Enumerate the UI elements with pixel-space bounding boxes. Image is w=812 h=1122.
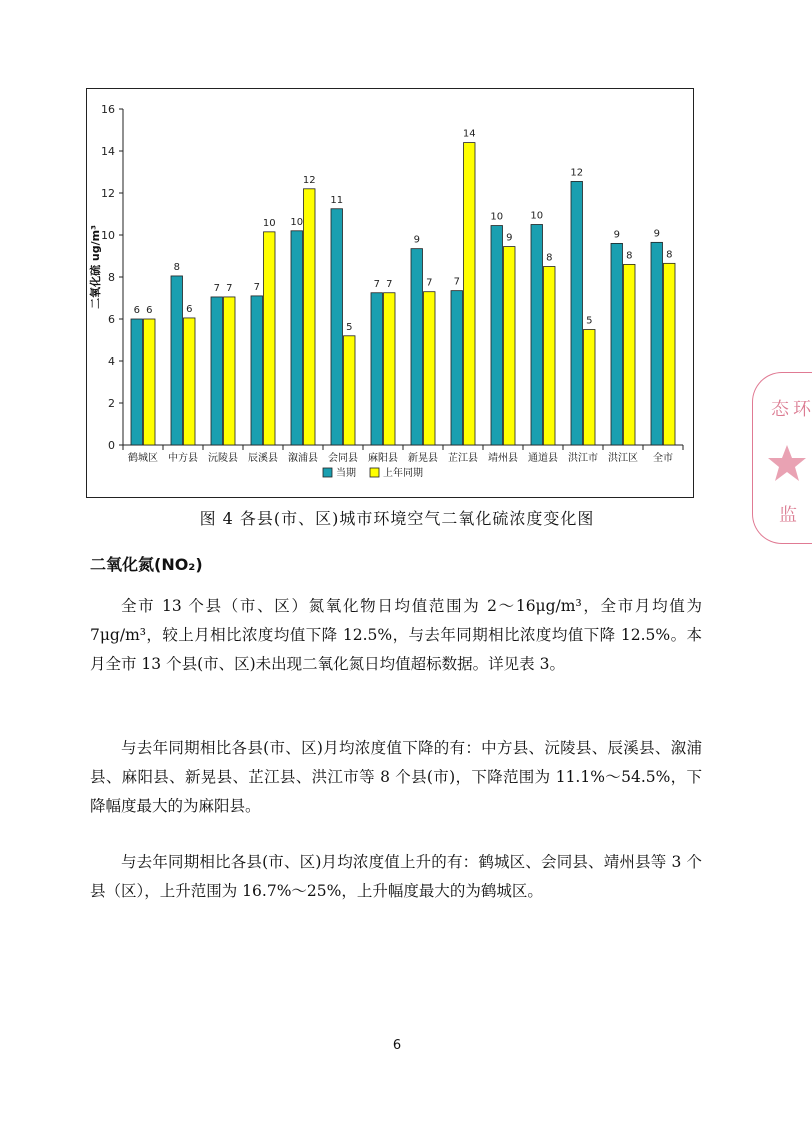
page-number: 6 [392,1038,402,1053]
stamp-char: 环 [793,399,811,420]
bar-last-year [664,263,676,445]
data-label-current: 9 [413,234,420,246]
y-tick-label: 8 [108,271,115,284]
y-tick-label: 10 [101,229,115,242]
bar-current [331,209,343,445]
bar-current [171,276,183,445]
data-label-last-year: 5 [346,321,353,333]
legend-label: 上年同期 [383,468,423,479]
category-label: 通道县 [528,453,558,464]
legend-swatch [323,468,332,477]
bar-current [491,226,503,445]
data-label-last-year: 7 [386,278,393,290]
data-label-current: 10 [530,210,544,222]
bar-last-year [544,267,556,446]
y-tick-label: 6 [108,313,115,326]
bar-last-year [464,143,476,445]
data-label-last-year: 6 [146,305,153,316]
bar-current [571,181,583,445]
bar-last-year [144,319,156,445]
data-label-current: 9 [653,228,660,240]
data-label-current: 10 [490,211,504,223]
category-label: 新晃县 [408,453,438,464]
y-tick-label: 16 [101,103,115,116]
bar-current [531,225,543,446]
stamp-char: 态 [771,399,789,420]
category-label: 芷江县 [448,453,478,464]
bar-current [411,249,423,445]
data-label-last-year: 7 [426,277,433,289]
category-label: 沅陵县 [208,453,238,464]
category-label: 全市 [653,453,673,464]
data-label-current: 7 [253,281,260,293]
category-label: 辰溪县 [248,453,278,464]
data-label-last-year: 7 [226,282,233,294]
data-label-last-year: 8 [546,252,553,264]
y-tick-label: 0 [108,439,115,452]
category-label: 麻阳县 [368,453,398,464]
data-label-last-year: 5 [586,315,593,327]
category-label: 鹤城区 [128,453,158,464]
bar-last-year [584,330,596,446]
bar-current [211,297,223,445]
bar-last-year [424,292,436,445]
paragraph-summary: 全市 13 个县（市、区）氮氧化物日均值范围为 2～16μg/m³，全市月均值为 7μg/m³，较上月相比浓度均值下降 12.5%，与去年同期相比浓度均值下降 12.5%。本月全市 13 个县(市、区)未出现二氧化氮日均值超标数据。详见表 3。 [90,597,702,673]
bar-current [291,231,303,445]
data-label-last-year: 9 [506,232,513,244]
y-tick-label: 14 [101,145,115,158]
bar-last-year [344,336,356,445]
y-tick-label: 4 [108,355,115,368]
stamp-char: 监 [779,505,797,526]
data-label-current: 6 [133,305,140,316]
so2-bar-chart [87,89,693,497]
data-label-last-year: 6 [186,303,193,315]
data-label-last-year: 8 [626,250,633,262]
data-label-last-year: 8 [666,249,673,261]
y-tick-label: 12 [101,187,115,200]
figure-caption: 图 4 各县(市、区)城市环境空气二氧化硫浓度变化图 [199,509,595,528]
bar-last-year [384,293,396,445]
data-label-current: 7 [373,278,380,290]
category-label: 洪江市 [568,453,598,464]
y-tick-label: 2 [108,397,115,410]
bar-current [251,296,263,445]
section-heading: 二氧化氮(NO₂) [90,555,203,574]
data-label-last-year: 14 [462,128,476,140]
category-label: 洪江区 [608,453,638,464]
data-label-current: 8 [173,261,180,273]
data-label-last-year: 12 [302,174,316,186]
category-label: 靖州县 [488,453,518,464]
data-label-current: 11 [330,194,344,206]
category-label: 溆浦县 [288,453,318,464]
bar-current [651,242,663,445]
bar-last-year [624,264,636,445]
data-label-last-year: 10 [262,217,276,229]
data-label-current: 12 [570,167,584,179]
data-label-current: 9 [613,229,620,241]
bar-last-year [504,247,516,445]
paragraph-increase: 与去年同期相比各县(市、区)月均浓度值上升的有：鹤城区、会同县、靖州县等 3 个县（区），上升范围为 16.7%～25%，上升幅度最大的为鹤城区。 [90,853,702,900]
bar-last-year [264,232,276,445]
data-label-current: 7 [213,282,220,294]
bar-current [451,291,463,445]
y-axis-label: 二氧化硫 ug/m³ [89,225,102,309]
bar-current [611,243,623,445]
bar-last-year [304,189,316,445]
bar-last-year [224,297,236,445]
stamp-seal [752,372,812,544]
bar-current [131,319,143,445]
bar-last-year [184,318,196,445]
stamp-star-icon [767,443,807,483]
data-label-current: 7 [453,276,460,288]
legend-swatch [370,468,379,477]
category-label: 中方县 [168,453,198,464]
paragraph-decrease: 与去年同期相比各县(市、区)月均浓度值下降的有：中方县、沅陵县、辰溪县、溆浦县、麻阳县、新晃县、芷江县、洪江市等 8 个县(市)，下降范围为 11.1%～54.5%，下降幅度最大的为麻阳县。 [90,739,702,815]
category-label: 会同县 [328,453,358,464]
legend-label: 当期 [336,468,356,479]
data-label-current: 10 [290,216,304,228]
chart-frame [86,88,694,498]
bar-current [371,293,383,445]
